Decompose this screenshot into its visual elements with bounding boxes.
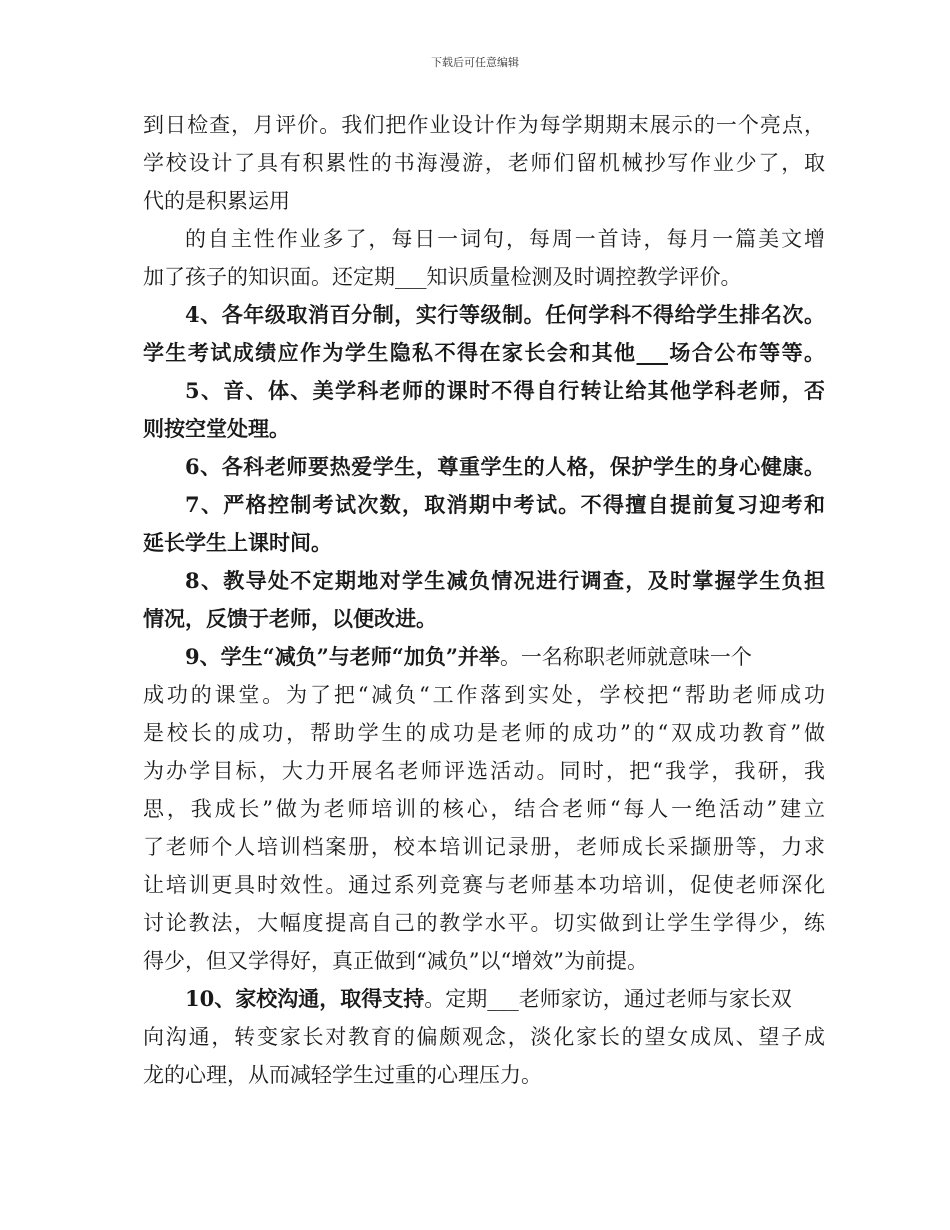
list-item-5: 5、音、体、美学科老师的课时不得自行转让给其他学科老师，否 bbox=[185, 378, 825, 403]
text-line: 思，我成长”做为老师培训的核心，结合老师“每人一绝活动”建立 bbox=[143, 797, 825, 821]
text-line: 了老师个人培训档案册，校本培训记录册，老师成长采撷册等，力求 bbox=[143, 835, 825, 859]
document-body bbox=[143, 106, 825, 1094]
text-line: 讨论教法，大幅度提高自己的教学水平。切实做到让学生学得少，练 bbox=[143, 911, 825, 935]
text-line: 向沟通，转变家长对教育的偏颇观念，淡化家长的望女成凤、望子成 bbox=[143, 1025, 825, 1049]
text-line: 得少，但又学得好，真正做到“减负”以“增效”为前提。 bbox=[143, 949, 648, 973]
list-item-9-text: 。一名称职老师就意味一个 bbox=[499, 645, 752, 669]
list-item-9 bbox=[143, 638, 825, 676]
text-line: 代的是积累运用 bbox=[143, 189, 290, 213]
list-item-4: 4、各年级取消百分制，实行等级制。任何学科不得给学生排名次。 bbox=[185, 302, 825, 327]
text-line: 学生考试成绩应作为学生隐私不得在家长会和其他___场合公布等等。 bbox=[143, 340, 825, 365]
list-item-6: 6、各科老师要热爱学生，尊重学生的人格，保护学生的身心健康。 bbox=[185, 454, 825, 479]
text-line: 为办学目标，大力开展名老师评选活动。同时，把“我学，我研，我 bbox=[143, 759, 825, 783]
text-line: 的自主性作业多了，每日一词句，每周一首诗，每月一篇美文增 bbox=[185, 227, 825, 251]
text-line: 是校长的成功，帮助学生的成功是老师的成功”的“双成功教育”做 bbox=[143, 721, 825, 745]
text-line: 学校设计了具有积累性的书海漫游，老师们留机械抄写作业少了，取 bbox=[143, 151, 825, 175]
list-item-7: 7、严格控制考试次数，取消期中考试。不得擅自提前复习迎考和 bbox=[185, 492, 825, 517]
text-line: 情况，反馈于老师，以便改进。 bbox=[143, 606, 437, 631]
list-item-9-heading: 9、学生“减负”与老师“加负”并举 bbox=[185, 644, 500, 669]
list-item-10-heading: 10、家校沟通，取得支持 bbox=[185, 986, 425, 1011]
list-item-10 bbox=[143, 980, 825, 1018]
text-line: 龙的心理，从而减轻学生过重的心理压力。 bbox=[143, 1063, 542, 1087]
page-header: 下载后可任意编辑 bbox=[431, 56, 519, 69]
text-line: 成功的课堂。为了把“减负“工作落到实处，学校把“帮助老师成功 bbox=[143, 683, 825, 707]
list-item-10-text: 。定期___老师家访，通过老师与家长双 bbox=[424, 987, 792, 1011]
text-line: 延长学生上课时间。 bbox=[143, 530, 332, 555]
text-line: 加了孩子的知识面。还定期___知识质量检测及时调控教学评价。 bbox=[143, 265, 742, 289]
list-item-8: 8、教导处不定期地对学生减负情况进行调查，及时掌握学生负担 bbox=[185, 568, 825, 593]
text-line: 则按空堂处理。 bbox=[143, 416, 290, 441]
text-line: 让培训更具时效性。通过系列竞赛与老师基本功培训，促使老师深化 bbox=[143, 873, 825, 897]
text-line: 到日检查，月评价。我们把作业设计作为每学期期末展示的一个亮点， bbox=[143, 113, 825, 137]
